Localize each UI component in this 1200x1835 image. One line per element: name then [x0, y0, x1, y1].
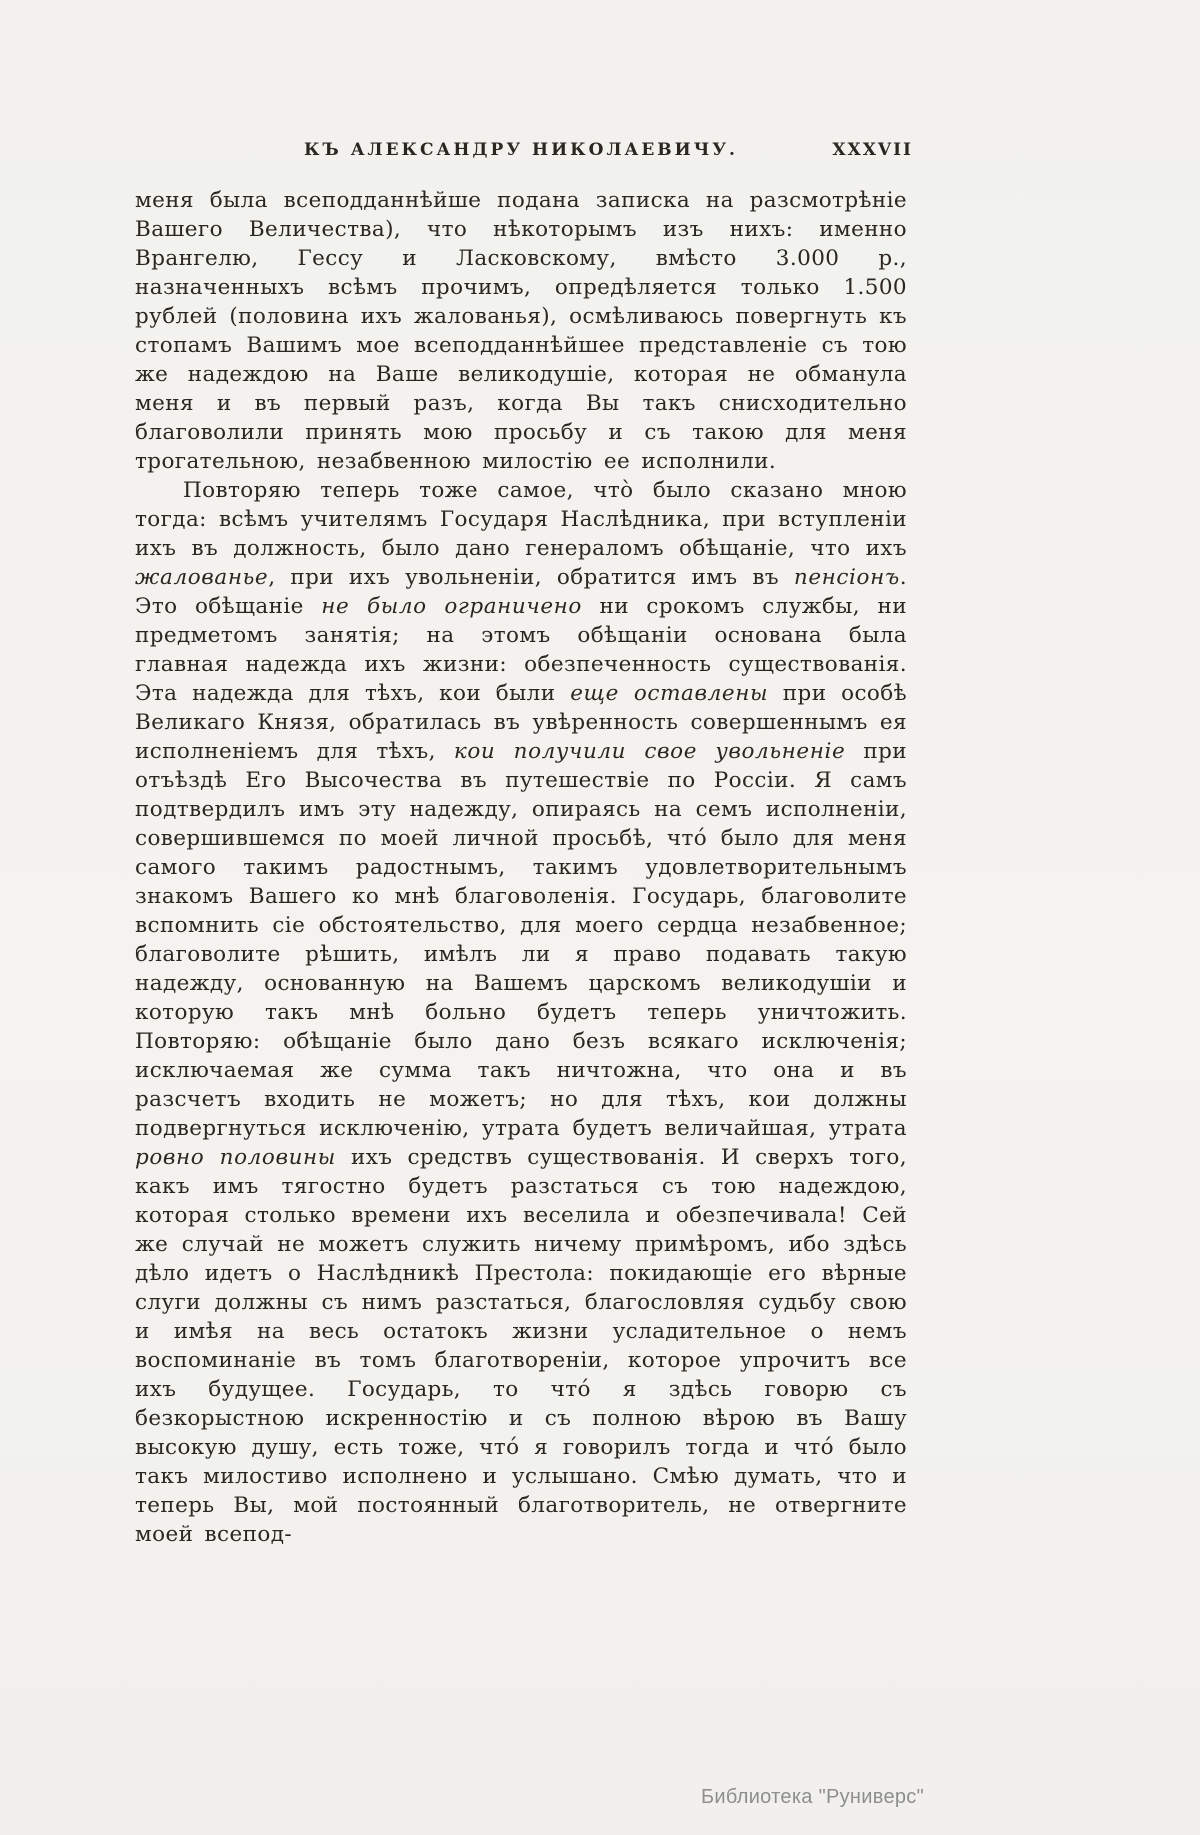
emphasized-text-run: пенсіонъ [793, 565, 900, 590]
running-title: КЪ АЛЕКСАНДРУ НИКОЛАЕВИЧУ. [304, 140, 738, 160]
text-run: при особѣ Великаго Князя, обратилась въ увѣренность совершеннымъ ея исполненіемъ для тѣхъ, [135, 681, 907, 764]
page-number: XXXVII [832, 140, 913, 160]
text-run: Повторяю теперь тоже самое, что̀ было сказано мною тогда: всѣмъ учителямъ Государя Наслѣдника, при вступленіи ихъ въ должность, было дано генераломъ обѣщаніе, что ихъ [135, 478, 907, 561]
emphasized-text-run: жалованье [135, 565, 269, 590]
emphasized-text-run: кои получили свое увольненіе [453, 739, 846, 764]
text-run: , при ихъ увольненіи, обратится имъ въ [268, 565, 794, 590]
emphasized-text-run: не было ограничено [321, 594, 582, 619]
library-watermark: Библиотека "Руниверс" [700, 1786, 924, 1808]
text-run: при отъѣздѣ Его Высочества въ путешествіе по Россіи. Я самъ подтвердилъ имъ эту надежду, опираясь на семъ исполненіи, совершившемся по моей личной просьбѣ, что́ было для меня самого такимъ радостнымъ, такимъ удовлетворительнымъ знакомъ Вашего ко мнѣ благоволенія. Государь, благоволите вспомнить сіе обстоятельство, для моего сердца незабвенное; благоволите рѣшить, имѣлъ ли я право подавать такую надежду, основанную на Вашемъ царскомъ великодушіи и которую такъ мнѣ больно будетъ теперь уничтожить. Повторяю: обѣщаніе было дано безъ всякаго исключенія; исключаемая же сумма такъ ничтожна, что она и въ разсчетъ входить не можетъ; но для тѣхъ, кои должны подвергнуться исключенію, утрата будетъ величайшая, утрата [135, 739, 908, 1141]
emphasized-text-run: еще оставлены [570, 681, 769, 706]
text-run: ихъ средствъ существованія. И сверхъ того, какъ имъ тягостно будетъ разстаться съ тою надеждою, которая столько времени ихъ веселила и обезпечивала! Сей же случай не можетъ служить ничему примѣромъ, ибо здѣсь дѣло идетъ о Наслѣдникѣ Престола: покидающіе его вѣрные слуги должны съ нимъ разстаться, благословляя судьбу свою и имѣя на весь остатокъ жизни усладительное о немъ воспоминаніе въ томъ благотвореніи, которое упрочитъ все ихъ будущее. Государь, то что́ я здѣсь говорю съ безкорыстною искренностію и съ полною вѣрою въ Вашу высокую душу, есть тоже, что́ я говорилъ тогда и что́ было такъ милостиво исполнено и услышано. Смѣю думать, что и теперь Вы, мой постоянный благотворитель, не отвергните моей всепод- [135, 1145, 907, 1547]
paragraph [135, 476, 907, 1549]
emphasized-text-run: ровно половины [135, 1145, 336, 1170]
page-header [135, 140, 913, 166]
text-run: . Это обѣщаніе [135, 565, 907, 619]
paragraph [135, 186, 907, 476]
page-body [135, 186, 907, 1549]
text-run: ни срокомъ службы, ни предметомъ занятія; на этомъ обѣщаніи основана была главная надежда ихъ жизни: обезпеченность существованія. Эта надежда для тѣхъ, кои были [135, 594, 907, 706]
text-run: меня была всеподданнѣйше подана записка на разсмотрѣніе Вашего Величества), что нѣкоторымъ изъ нихъ: именно Врангелю, Гессу и Ласковскому, вмѣсто 3.000 р., назначенныхъ всѣмъ прочимъ, опредѣляется только 1.500 рублей (половина ихъ жалованья), осмѣливаюсь повергнуть къ стопамъ Вашимъ мое всеподданнѣйшее представленіе съ тою же надеждою на Ваше великодушіе, которая не обманула меня и въ первый разъ, когда Вы такъ снисходительно благоволили принять мою просьбу и съ такою для меня трогательною, незабвенною милостію ее исполнили. [135, 188, 907, 474]
